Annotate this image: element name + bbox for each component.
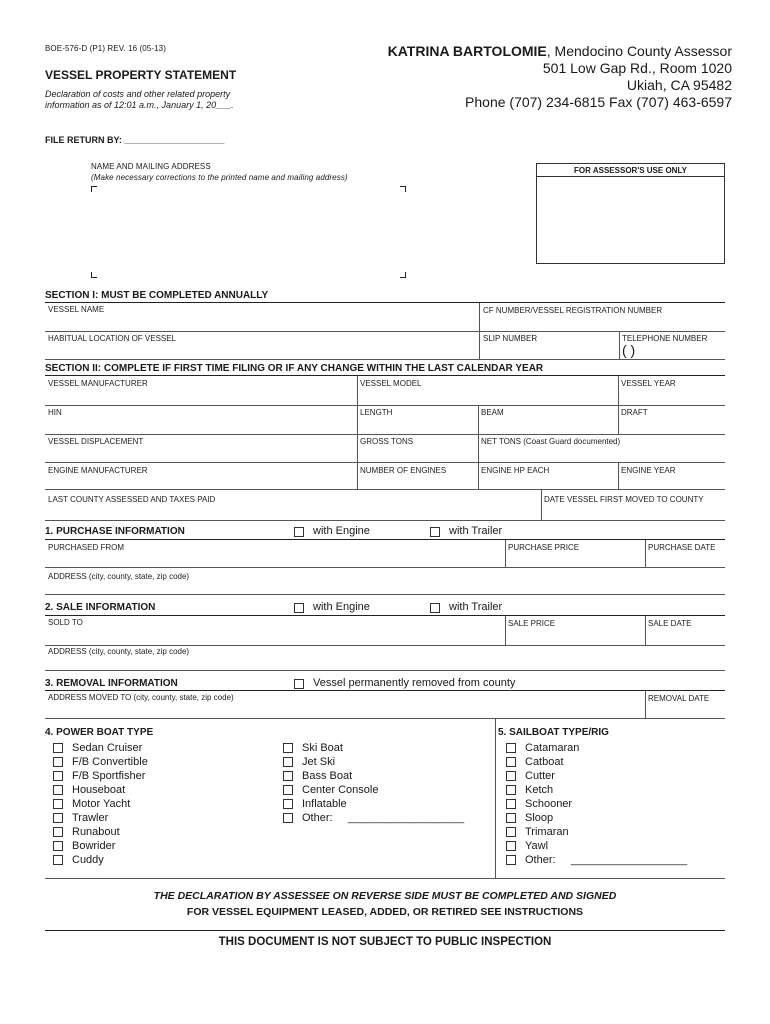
assessor-address-1: 501 Low Gap Rd., Room 1020 [542,60,732,76]
power-boat-a-label-7: Bowrider [72,840,116,852]
sale-address-label: ADDRESS (city, county, state, zip code) [48,647,190,656]
address-corner-tr [400,186,406,192]
assessor-use-label: FOR ASSESSOR'S USE ONLY [537,164,724,177]
power-boat-a-label-4: Motor Yacht [72,798,131,810]
power-boat-a-label-0: Sedan Cruiser [72,742,143,754]
power-boat-b-checkbox-2[interactable] [283,771,293,781]
sailboat-checkbox-2[interactable] [506,771,516,781]
purchase-engine-label: with Engine [313,525,370,537]
hin-label: HIN [48,408,62,417]
sailboat-label-8: Other: [525,854,556,866]
year-label: VESSEL YEAR [621,379,676,388]
power-boat-b-label-2: Bass Boat [302,770,353,782]
address-corner-br [400,272,406,278]
power-boat-a-checkbox-6[interactable] [53,827,63,837]
sailboat-label-7: Yawl [525,840,549,852]
sale-engine-checkbox[interactable] [294,603,304,613]
purchase-trailer-label: with Trailer [449,525,503,537]
mailing-note: (Make necessary corrections to the printed name and mailing address) [91,173,348,182]
form-code: BOE-576-D (P1) REV. 16 (05-13) [45,44,166,53]
sale-title: 2. SALE INFORMATION [45,602,156,613]
num-engines-label: NUMBER OF ENGINES [360,466,447,475]
sailboat-checkbox-3[interactable] [506,785,516,795]
assessor-name-line [388,43,732,60]
model-label: VESSEL MODEL [360,379,422,388]
power-boat-a-label-2: F/B Sportfisher [72,770,146,782]
power-boat-b-checkbox-0[interactable] [283,743,293,753]
purchase-engine-checkbox[interactable] [294,527,304,537]
sale-price-label: SALE PRICE [508,619,556,628]
power-boat-b-label-5: Other: [302,812,333,824]
assessor-address-2: Ukiah, CA 95482 [626,77,732,93]
footer-line-2: FOR VESSEL EQUIPMENT LEASED, ADDED, OR RETIRED SEE INSTRUCTIONS [186,906,584,918]
power-boat-a-label-6: Runabout [72,826,120,838]
sailboat-checkbox-5[interactable] [506,813,516,823]
engine-mfr-label: ENGINE MANUFACTURER [48,466,148,475]
last-county-label: LAST COUNTY ASSESSED AND TAXES PAID [48,495,216,504]
power-boat-a-checkbox-5[interactable] [53,813,63,823]
power-boat-b-checkbox-5[interactable] [283,813,293,823]
purchase-date-label: PURCHASE DATE [648,543,716,552]
removal-date-label: REMOVAL DATE [648,694,710,703]
power-boat-a-checkbox-4[interactable] [53,799,63,809]
power-boat-b-label-3: Center Console [302,784,379,796]
public-inspection-notice: THIS DOCUMENT IS NOT SUBJECT TO PUBLIC INSPECTION [218,936,552,948]
slip-number-label: SLIP NUMBER [483,334,538,343]
power-boat-a-checkbox-0[interactable] [53,743,63,753]
power-boat-title: 4. POWER BOAT TYPE [45,727,154,738]
net-tons-label: NET TONS (Coast Guard documented) [481,437,621,446]
assessor-phone: Phone (707) 234-6815 Fax (707) 463-6597 [465,94,732,110]
sailboat-checkbox-4[interactable] [506,799,516,809]
removed-checkbox[interactable] [294,679,304,689]
footer-line-1: THE DECLARATION BY ASSESSEE ON REVERSE SIDE MUST BE COMPLETED AND SIGNED [153,890,617,902]
beam-label: BEAM [481,408,504,417]
assessor-block [388,43,732,111]
gross-tons-label: GROSS TONS [360,437,414,446]
power-boat-b-label-4: Inflatable [302,798,347,810]
power-boat-a-label-8: Cuddy [72,854,104,866]
vessel-name-label: VESSEL NAME [48,305,105,314]
sailboat-label-3: Ketch [525,784,554,796]
sale-date-label: SALE DATE [648,619,692,628]
form-title: VESSEL PROPERTY STATEMENT [45,68,237,82]
habitual-location-label: HABITUAL LOCATION OF VESSEL [48,334,177,343]
assessor-use-box [536,163,725,264]
address-corner-bl [91,272,97,278]
sailboat-label-4: Schooner [525,798,573,810]
engine-hp-label: ENGINE HP EACH [481,466,550,475]
sale-trailer-label: with Trailer [449,601,503,613]
sailboat-checkbox-0[interactable] [506,743,516,753]
power-boat-b-other-field[interactable]: ___________________ [348,812,465,824]
length-label: LENGTH [360,408,393,417]
sold-to-label: SOLD TO [48,618,83,627]
removal-address-label: ADDRESS MOVED TO (city, county, state, zip code) [48,693,234,702]
address-corner-tl [91,186,97,192]
mailing-label: NAME AND MAILING ADDRESS [91,162,211,171]
power-boat-b-label-1: Jet Ski [302,756,336,768]
purchase-trailer-checkbox[interactable] [430,527,440,537]
power-boat-b-checkbox-4[interactable] [283,799,293,809]
date-moved-label: DATE VESSEL FIRST MOVED TO COUNTY [544,495,704,504]
purchase-price-label: PURCHASE PRICE [508,543,580,552]
assessor-name: KATRINA BARTOLOMIE [387,43,547,59]
sailboat-title: 5. SAILBOAT TYPE/RIG [498,727,609,738]
draft-label: DRAFT [621,408,648,417]
form-subtitle-1: Declaration of costs and other related property [45,89,231,99]
displacement-label: VESSEL DISPLACEMENT [48,437,144,446]
sailboat-label-6: Trimaran [525,826,569,838]
sailboat-label-1: Catboat [525,756,564,768]
mailing-address-field[interactable] [98,192,398,270]
power-boat-a-checkbox-1[interactable] [53,757,63,767]
sailboat-checkbox-7[interactable] [506,841,516,851]
file-return-by[interactable]: FILE RETURN BY: ____________________ [45,135,225,145]
removal-title: 3. REMOVAL INFORMATION [45,678,178,689]
purchase-address-label: ADDRESS (city, county, state, zip code) [48,572,190,581]
purchase-title: 1. PURCHASE INFORMATION [45,526,185,537]
telephone-label: TELEPHONE NUMBER [622,334,708,343]
sailboat-label-2: Cutter [525,770,555,782]
power-boat-a-label-1: F/B Convertible [72,756,148,768]
purchased-from-label: PURCHASED FROM [48,543,125,552]
sale-engine-label: with Engine [313,601,370,613]
section1-title: SECTION I: MUST BE COMPLETED ANNUALLY [45,290,269,301]
power-boat-b-checkbox-3[interactable] [283,785,293,795]
power-boat-a-checkbox-8[interactable] [53,855,63,865]
power-boat-a-label-5: Trawler [72,812,109,824]
power-boat-a-checkbox-2[interactable] [53,771,63,781]
sailboat-label-5: Sloop [525,812,554,824]
power-boat-b-label-0: Ski Boat [302,742,343,754]
sailboat-other-field[interactable]: ___________________ [571,854,688,866]
power-boat-a-label-3: Houseboat [72,784,126,796]
sailboat-label-0: Catamaran [525,742,580,754]
form-subtitle-2: information as of 12:01 a.m., January 1, 20___. [45,100,234,110]
power-boat-b-checkbox-1[interactable] [283,757,293,767]
section2-title: SECTION II: COMPLETE IF FIRST TIME FILING OR IF ANY CHANGE WITHIN THE LAST CALENDAR YEAR [45,363,544,374]
engine-year-label: ENGINE YEAR [621,466,676,475]
power-boat-a-checkbox-3[interactable] [53,785,63,795]
sailboat-checkbox-8[interactable] [506,855,516,865]
sale-trailer-checkbox[interactable] [430,603,440,613]
sailboat-checkbox-1[interactable] [506,757,516,767]
manufacturer-label: VESSEL MANUFACTURER [48,379,148,388]
assessor-title: , Mendocino County Assessor [546,43,732,59]
power-boat-a-checkbox-7[interactable] [53,841,63,851]
sailboat-checkbox-6[interactable] [506,827,516,837]
cf-number-label: CF NUMBER/VESSEL REGISTRATION NUMBER [483,306,663,315]
removed-label: Vessel permanently removed from county [313,677,516,689]
telephone-parens[interactable]: ( ) [622,342,636,358]
